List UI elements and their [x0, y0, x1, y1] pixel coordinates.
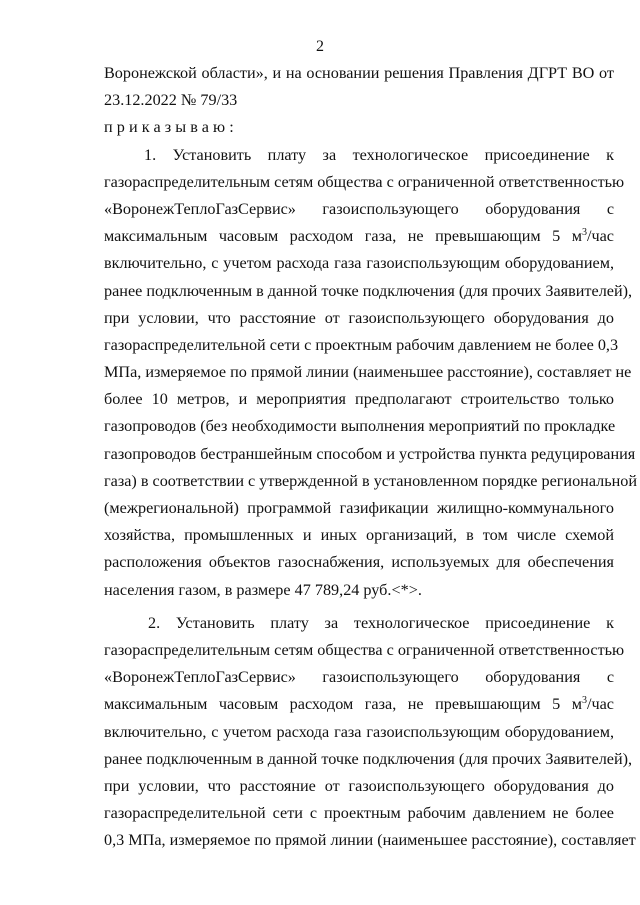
unit-tail: /час	[586, 695, 614, 714]
paragraph-item-2	[104, 610, 636, 855]
paragraph-line: 2. Установить плату за технологическое присоединение к	[148, 613, 614, 632]
paragraph-line: МПа, измеряемое по прямой линии (наименьшее расстояние), составляет не	[104, 363, 632, 382]
paragraph-line: газораспределительным сетям общества с ограниченной ответственностью	[104, 640, 625, 659]
paragraph-line: ранее подключенным в данной точке подключения (для прочих Заявителей),	[104, 281, 633, 300]
unit-tail: /час	[586, 227, 614, 246]
paragraph-line: населения газом, в размере 47 789,24 руб.<*>.	[104, 580, 422, 599]
paragraph-line: ранее подключенным в данной точке подключения (для прочих Заявителей),	[104, 749, 633, 768]
paragraph-line: 0,3 МПа, измеряемое по прямой линии (наименьшее расстояние), составляет	[104, 831, 636, 850]
paragraph-line: 1. Установить плату за технологическое присоединение к	[144, 145, 614, 164]
paragraph-line: «ВоронежТеплоГазСервис» газоиспользующего оборудования с	[104, 668, 614, 687]
order-word: приказываю:	[104, 118, 238, 137]
paragraph-line: газораспределительной сети с проектным рабочим давлением не более	[104, 804, 614, 823]
paragraph-line-text: максимальным часовым расходом газа, не превышающим 5 м	[104, 227, 582, 246]
paragraph-line: при условии, что расстояние от газоиспользующего оборудования до	[104, 776, 614, 795]
intro-line: 23.12.2022 № 79/33	[104, 91, 238, 110]
paragraph-line	[104, 223, 614, 250]
paragraph-line: «ВоронежТеплоГазСервис» газоиспользующего оборудования с	[104, 199, 614, 218]
paragraph-line: газопроводов бестраншейным способом и устройства пункта редуцирования	[104, 444, 636, 463]
unit-superscript: 3	[581, 227, 587, 239]
page-number: 2	[316, 38, 324, 55]
paragraph-line: более 10 метров, и мероприятия предполагают строительство только	[104, 390, 614, 409]
paragraph-item-1	[104, 142, 638, 604]
paragraph-line: газопроводов (без необходимости выполнения мероприятий по прокладке	[104, 417, 616, 436]
intro-line: Воронежской области», и на основании решения Правления ДГРТ ВО от	[104, 64, 614, 82]
paragraph-line: включительно, с учетом расхода газа газоиспользующим оборудованием,	[104, 722, 614, 741]
paragraph-line-text: максимальным часовым расходом газа, не превышающим 5 м	[104, 695, 582, 714]
unit-superscript: 3	[581, 695, 587, 707]
paragraph-line: (межрегиональной) программой газификации жилищно-коммунального	[104, 499, 614, 517]
paragraph-line: газораспределительным сетям общества с ограниченной ответственностью	[104, 172, 625, 191]
paragraph-line: включительно, с учетом расхода газа газоиспользующим оборудованием,	[104, 254, 614, 273]
paragraph-line: расположения объектов газоснабжения, используемых для обеспечения	[104, 553, 614, 572]
paragraph-line	[104, 691, 614, 718]
document-body	[104, 60, 638, 854]
paragraph-line: газораспределительной сети с проектным рабочим давлением не более 0,3	[104, 335, 619, 354]
paragraph-line: хозяйства, промышленных и иных организаций, в том числе схемой	[104, 526, 614, 545]
paragraph-line: при условии, что расстояние от газоиспользующего оборудования до	[104, 308, 614, 327]
paragraph-line: газа) в соответствии с утвержденной в установленном порядке региональной	[104, 471, 638, 490]
